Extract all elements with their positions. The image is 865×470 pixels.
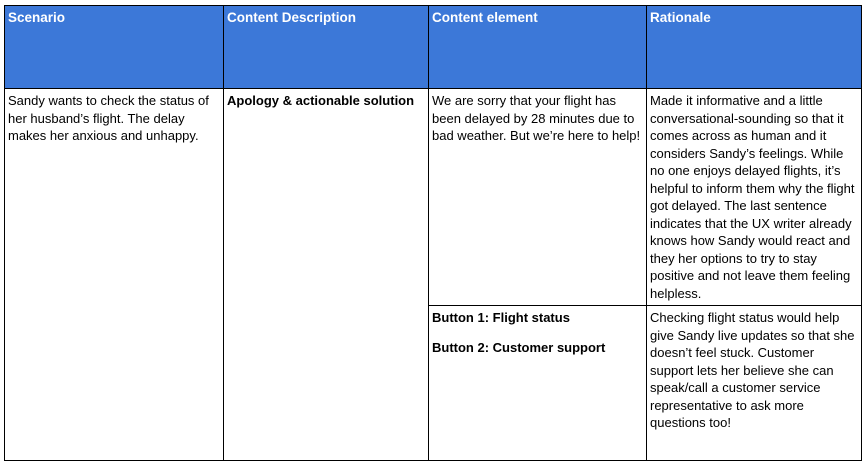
- button-1-label: Button 1: Flight status: [432, 310, 570, 325]
- cell-scenario: Sandy wants to check the status of her husband’s flight. The delay makes her anxious and unhappy.: [5, 89, 224, 461]
- table-row: [5, 89, 862, 306]
- cell-content-element: We are sorry that your flight has been delayed by 28 minutes due to bad weather. But we’re here to help!: [429, 89, 647, 306]
- header-rationale: Rationale: [647, 6, 862, 89]
- header-content-description: Content Description: [224, 6, 429, 89]
- button-2-label: Button 2: Customer support: [432, 339, 606, 355]
- cell-button-rationale: Checking flight status would help give Sandy live updates so that she doesn’t feel stuck. Customer support lets her believe she can speak/call a customer service representative to ask more questions too!: [647, 306, 862, 461]
- header-row: [5, 6, 862, 89]
- content-table: [4, 5, 862, 461]
- header-content-element: Content element: [429, 6, 647, 89]
- cell-button-elements: [429, 306, 647, 461]
- cell-content-description: Apology & actionable solution: [224, 89, 429, 461]
- header-scenario: Scenario: [5, 6, 224, 89]
- cell-rationale: Made it informative and a little conversational-sounding so that it comes across as human and it considers Sandy’s feelings. While no one enjoys delayed flights, it’s helpful to inform them why the flight got delayed. The last sentence indicates that the UX writer already knows how Sandy would react and they her options to try to stay positive and not leave them feeling helpless.: [647, 89, 862, 306]
